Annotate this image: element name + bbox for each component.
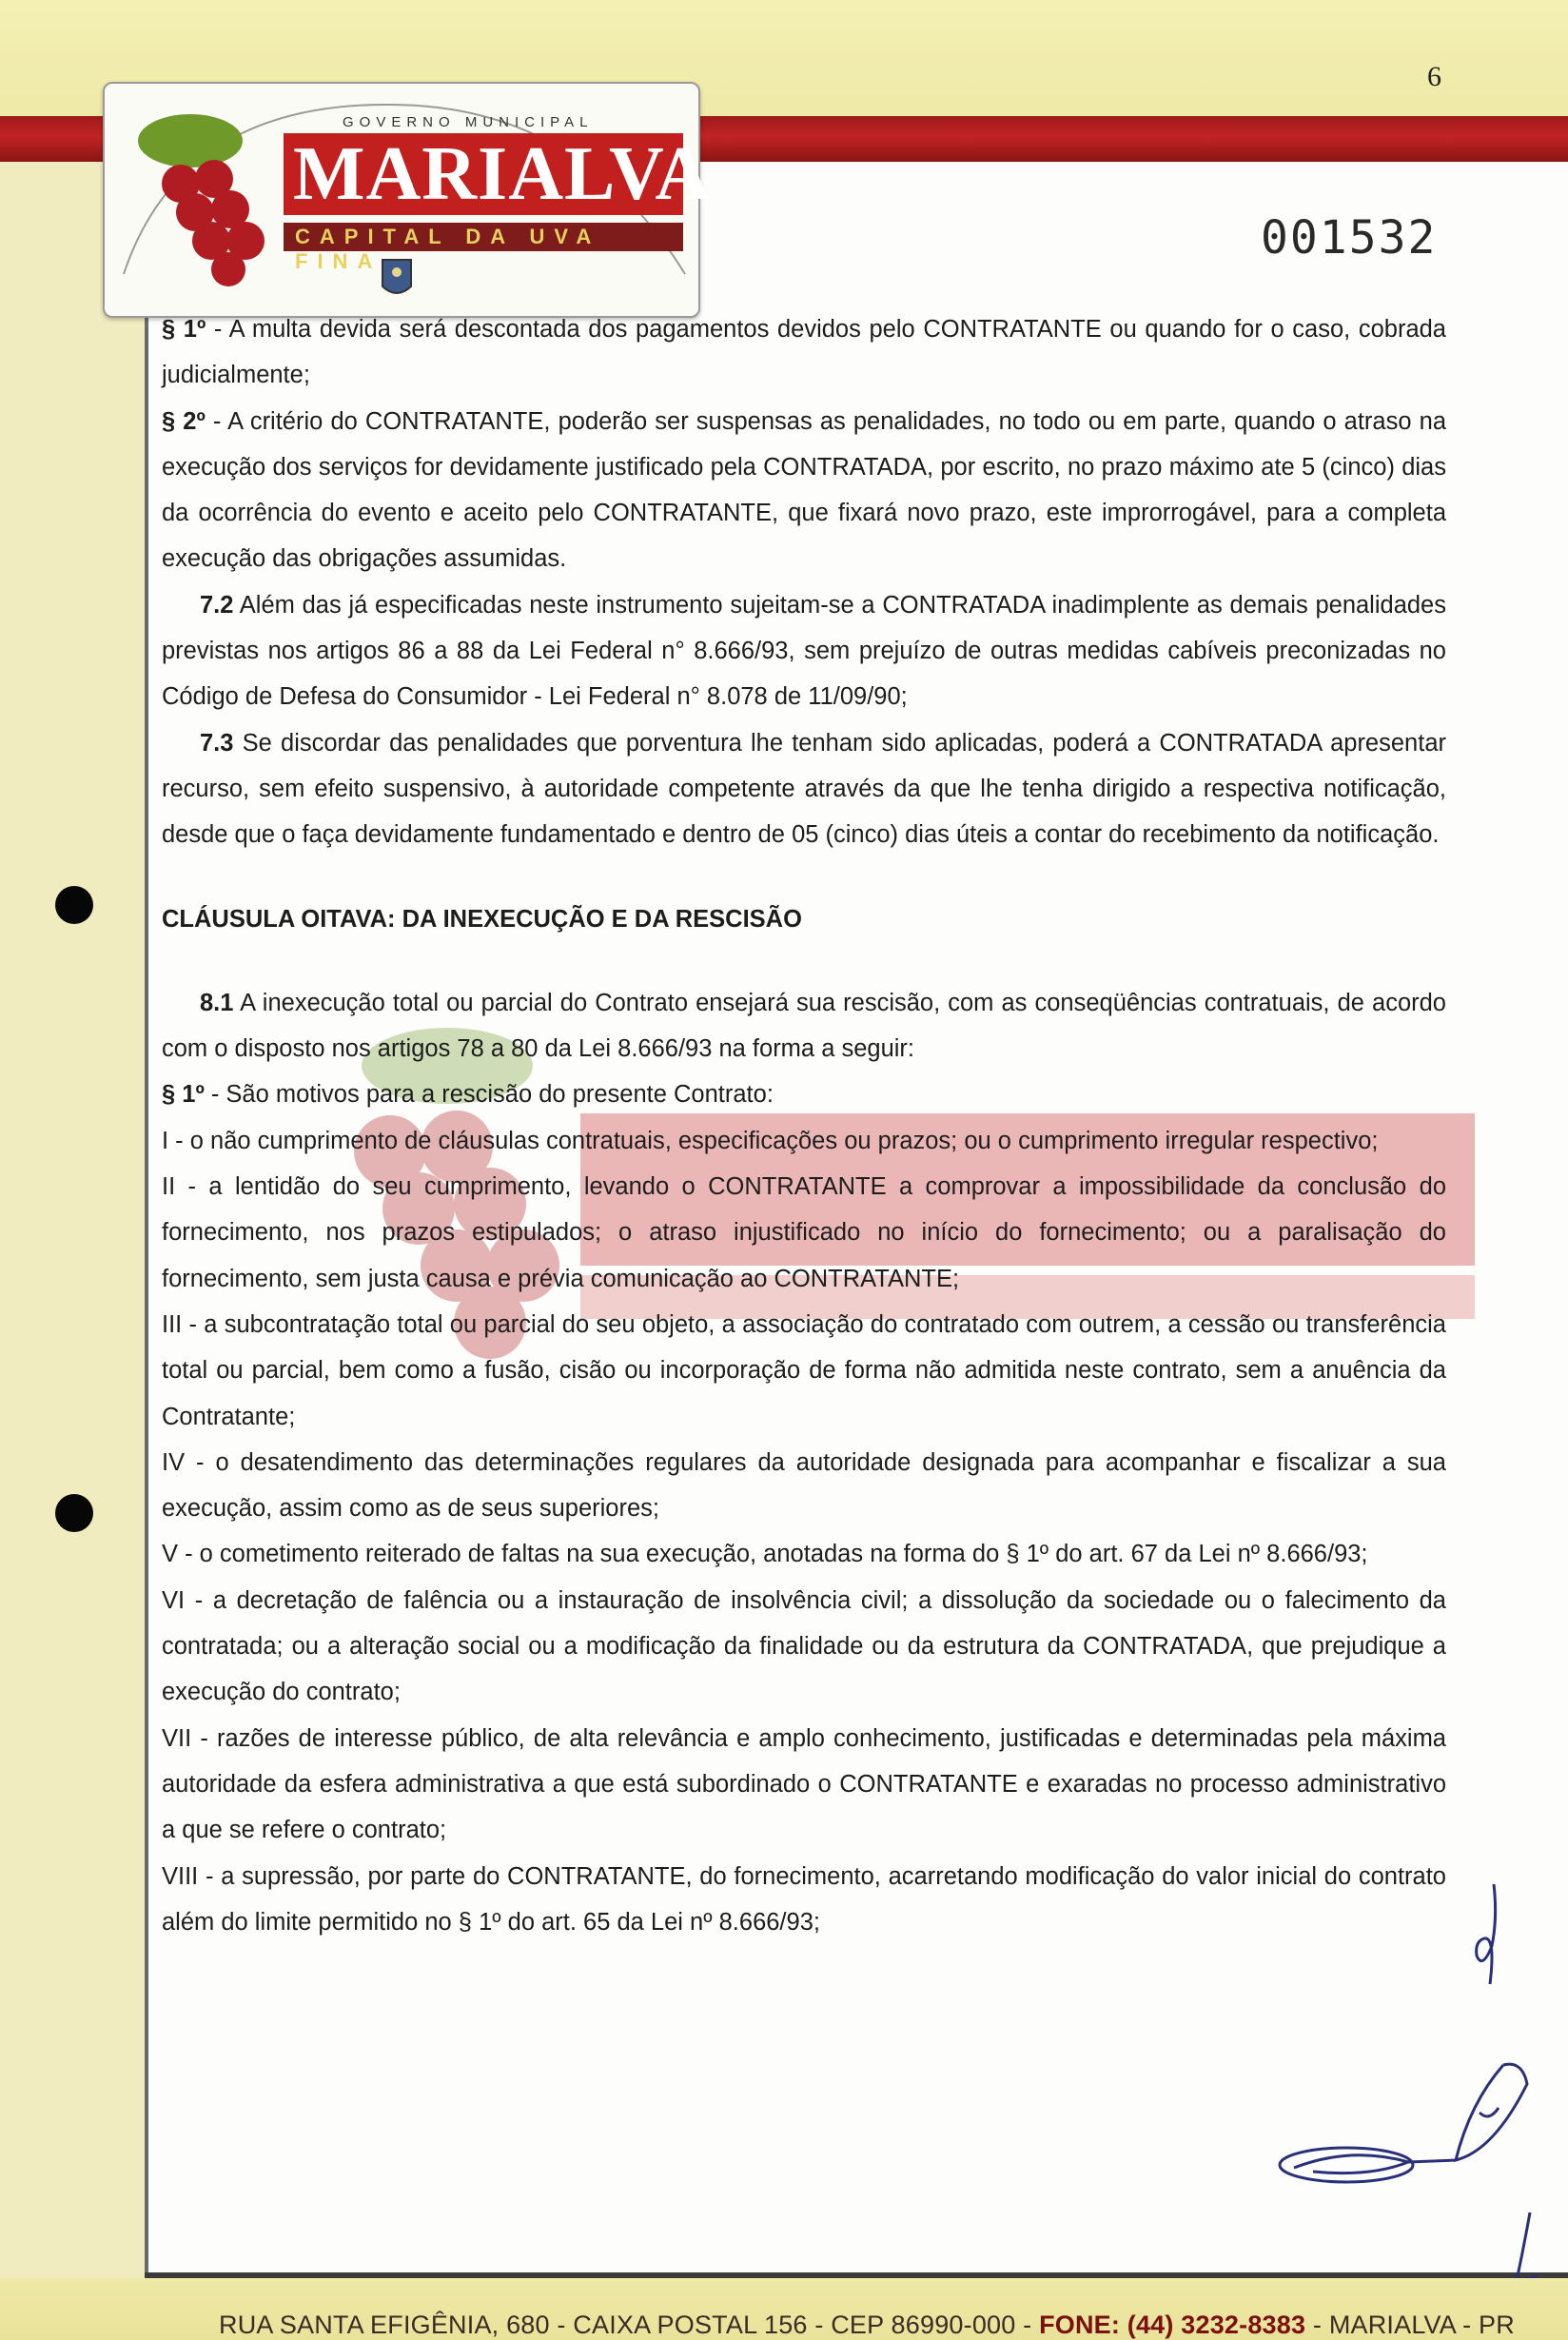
item-7-2 bbox=[162, 582, 1446, 720]
motive-item: VI - a decretação de falência ou a instauração de insolvência civil; a dissolução da sociedade ou o falecimento da contratada; ou a alteração social ou a modificação da finalidade ou da estrutura da CONTRATADA, que prejudique a execução do contrato; bbox=[162, 1586, 1446, 1706]
municipal-logo bbox=[103, 82, 712, 318]
initials-mark-1 bbox=[1465, 1879, 1522, 2003]
footer-address bbox=[219, 2311, 1515, 2340]
item-text: A inexecução total ou parcial do Contrato ensejará sua rescisão, com as conseqüências contratuais, de acordo com o disposto nos artigos 78 a 80 da Lei 8.666/93 na forma a seguir: bbox=[162, 989, 1446, 1063]
motive-item: II - a lentidão do seu cumprimento, levando o CONTRATANTE a comprovar a impossibilidade da conclusão do fornecimento, nos prazos estipulados; o atraso injustificado no início do fornecimento; ou a paralisação do fornecimento, sem justa causa e prévia comunicação ao CONTRATANTE; bbox=[162, 1173, 1446, 1292]
logo-top-text: GOVERNO MUNICIPAL bbox=[343, 114, 594, 130]
page-number: 6 bbox=[1427, 61, 1441, 92]
motive-item: I - o não cumprimento de cláusulas contratuais, especificações ou prazos; ou o cumprimento irregular respectivo; bbox=[162, 1127, 1379, 1154]
item-text: Se discordar das penalidades que porventura lhe tenham sido aplicadas, poderá a CONTRATADA apresentar recurso, sem efeito suspensivo, à autoridade competente através da que lhe tenha dirigido a respectiva notificação, desde que o faça devidamente fundamentado e dentro de 05 (cinco) dias úteis a contar do recebimento da notificação. bbox=[162, 729, 1446, 849]
item-number: 7.3 bbox=[200, 729, 234, 757]
paragraph-2-suspension bbox=[162, 399, 1446, 582]
paragraph-text: - A critério do CONTRATANTE, poderão ser suspensas as penalidades, no todo ou em parte, quando o atraso na execução dos serviços for devidamente justificado pela CONTRATADA, por escrito, no prazo máximo ate 5 (cinco) dias da ocorrência do evento e aceito pelo CONTRATANTE, que fixará novo prazo, este improrrogável, para a completa execução das obrigações assumidas. bbox=[162, 407, 1447, 573]
punch-hole-bottom bbox=[55, 1494, 93, 1532]
document-number: 001532 bbox=[1261, 211, 1438, 265]
paragraph-label: § 2º bbox=[162, 407, 206, 435]
paragraph-1-motives bbox=[162, 1072, 1446, 1117]
punch-hole-top bbox=[55, 886, 93, 924]
clause-heading: CLÁUSULA OITAVA: DA INEXECUÇÃO E DA RESCISÃO bbox=[162, 905, 802, 933]
motive-item: IV - o desatendimento das determinações regulares da autoridade designada para acompanhar e fiscalizar a sua execução, assim como as de seus superiores; bbox=[162, 1448, 1446, 1523]
logo-slogan: CAPITAL DA UVA FINA bbox=[295, 225, 600, 273]
contract-text bbox=[162, 306, 1446, 1945]
paragraph-text: - A multa devida será descontada dos pagamentos devidos pelo CONTRATANTE ou quando for o caso, cobrada judicialmente; bbox=[162, 316, 1446, 389]
motive-item: VIII - a supressão, por parte do CONTRATANTE, do fornecimento, acarretando modificação do valor inicial do contrato além do limite permitido no § 1º do art. 65 da Lei nº 8.666/93; bbox=[162, 1862, 1446, 1936]
logo-name: MARIALVA bbox=[293, 132, 712, 216]
paragraph-text: - São motivos para a rescisão do presente Contrato: bbox=[204, 1081, 774, 1109]
paragraph-label: § 1º bbox=[162, 1081, 205, 1109]
paragraph-1-fine bbox=[162, 306, 1446, 399]
item-number: 8.1 bbox=[200, 989, 234, 1016]
motive-item: III - a subcontratação total ou parcial do seu objeto, a associação do contratado com outrem, a cessão ou transferência total ou parcial, bem como a fusão, cisão ou incorporação de forma não admitida neste contrato, sem a anuência da Contratante; bbox=[162, 1310, 1446, 1430]
item-text: Além das já especificadas neste instrumento sujeitam-se a CONTRATADA inadimplente as demais penalidades previstas nos artigos 86 a 88 da Lei Federal n° 8.666/93, sem prejuízo de outras medidas cabíveis preconizadas no Código de Defesa do Consumidor - Lei Federal n° 8.078 de 11/09/90; bbox=[162, 591, 1446, 711]
paragraph-label: § 1º bbox=[162, 316, 206, 343]
item-number: 7.2 bbox=[200, 591, 234, 619]
footer-phone: FONE: (44) 3232-8383 bbox=[1039, 2311, 1306, 2339]
motive-item: VII - razões de interesse público, de alta relevância e amplo conhecimento, justificadas e determinadas pela máxima autoridade da esfera administrativa a que está subordinado o CONTRATANTE e exaradas no processo administrativo a que se refere o contrato; bbox=[162, 1724, 1446, 1844]
signature-mark bbox=[1265, 2055, 1541, 2198]
item-8-1 bbox=[162, 980, 1446, 1072]
grape-bunch-icon bbox=[138, 114, 265, 286]
footer-city: - MARIALVA - PR bbox=[1305, 2311, 1515, 2339]
footer-address-text: RUA SANTA EFIGÊNIA, 680 - CAIXA POSTAL 156 - CEP 86990-000 - bbox=[219, 2311, 1040, 2339]
motive-item: V - o cometimento reiterado de faltas na sua execução, anotadas na forma do § 1º do art. 67 da Lei nº 8.666/93; bbox=[162, 1541, 1368, 1568]
item-7-3 bbox=[162, 720, 1446, 858]
